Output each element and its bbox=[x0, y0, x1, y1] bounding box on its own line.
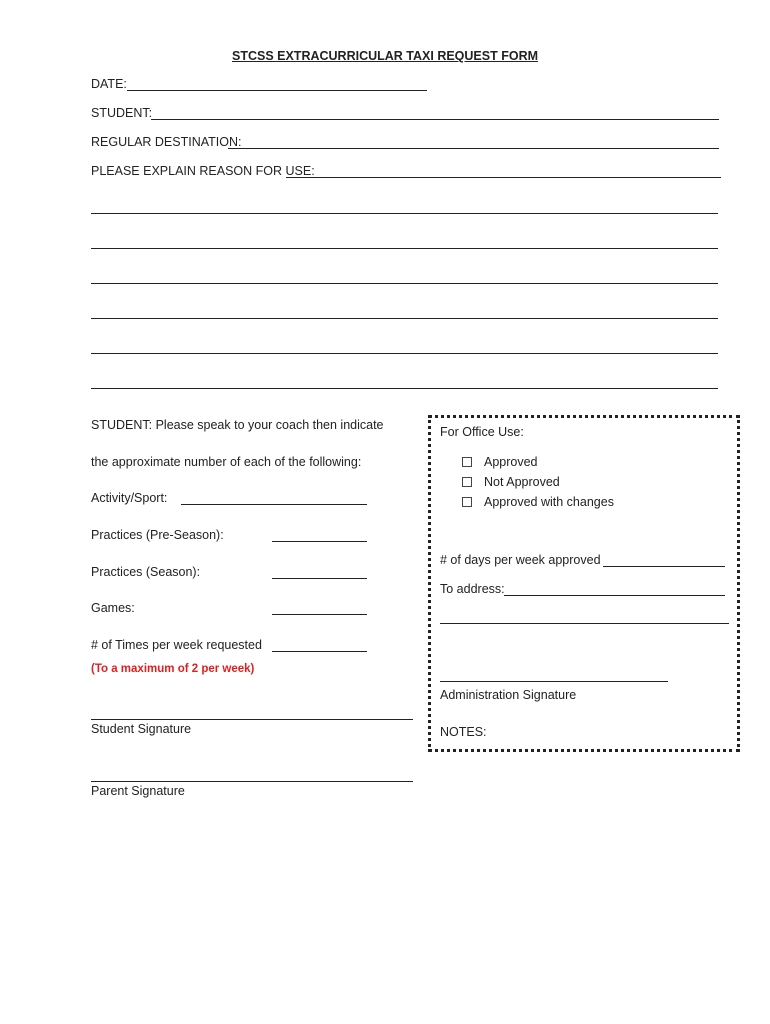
to-address-label: To address: bbox=[440, 582, 505, 596]
times-per-week-label: # of Times per week requested bbox=[91, 638, 262, 652]
date-label: DATE: bbox=[91, 77, 127, 91]
not-approved-label: Not Approved bbox=[484, 475, 560, 489]
office-use-heading: For Office Use: bbox=[440, 425, 524, 439]
times-per-week-field[interactable] bbox=[272, 651, 367, 652]
practices-season-field[interactable] bbox=[272, 578, 367, 579]
not-approved-option[interactable] bbox=[462, 475, 560, 489]
to-address-field[interactable] bbox=[504, 595, 725, 596]
practices-season-label: Practices (Season): bbox=[91, 565, 201, 579]
date-field[interactable] bbox=[127, 90, 427, 91]
checkbox-icon[interactable] bbox=[462, 477, 472, 487]
student-label: STUDENT: bbox=[91, 106, 153, 120]
reason-line[interactable] bbox=[91, 248, 718, 249]
reason-line[interactable] bbox=[91, 388, 718, 389]
to-address-field-line-2[interactable] bbox=[440, 623, 729, 624]
student-field[interactable] bbox=[151, 119, 719, 120]
parent-signature-line[interactable] bbox=[91, 781, 413, 782]
days-approved-label: # of days per week approved bbox=[440, 553, 601, 567]
reason-line[interactable] bbox=[91, 318, 718, 319]
student-signature-label: Student Signature bbox=[91, 722, 192, 736]
reason-line[interactable] bbox=[91, 283, 718, 284]
form-title: STCSS EXTRACURRICULAR TAXI REQUEST FORM bbox=[231, 49, 539, 63]
office-use-box bbox=[428, 415, 740, 752]
checkbox-icon[interactable] bbox=[462, 497, 472, 507]
approved-label: Approved bbox=[484, 455, 538, 469]
reason-label: PLEASE EXPLAIN REASON FOR USE: bbox=[91, 164, 315, 178]
regular-destination-label: REGULAR DESTINATION: bbox=[91, 135, 242, 149]
approved-with-changes-option[interactable] bbox=[462, 495, 614, 509]
admin-signature-label: Administration Signature bbox=[440, 688, 577, 702]
days-approved-field[interactable] bbox=[603, 566, 725, 567]
parent-signature-label: Parent Signature bbox=[91, 784, 185, 798]
reason-line[interactable] bbox=[91, 213, 718, 214]
checkbox-icon[interactable] bbox=[462, 457, 472, 467]
activity-sport-field[interactable] bbox=[181, 504, 367, 505]
approved-option[interactable] bbox=[462, 455, 538, 469]
activity-sport-label: Activity/Sport: bbox=[91, 491, 168, 505]
practices-preseason-label: Practices (Pre-Season): bbox=[91, 528, 224, 542]
approved-with-changes-label: Approved with changes bbox=[484, 495, 614, 509]
games-label: Games: bbox=[91, 601, 135, 615]
admin-signature-line[interactable] bbox=[440, 681, 668, 682]
games-field[interactable] bbox=[272, 614, 367, 615]
reason-line[interactable] bbox=[91, 353, 718, 354]
student-instruction-line-2: the approximate number of each of the following: bbox=[91, 455, 362, 469]
maximum-note: (To a maximum of 2 per week) bbox=[91, 663, 255, 675]
regular-destination-field[interactable] bbox=[228, 148, 719, 149]
notes-label: NOTES: bbox=[440, 725, 487, 739]
reason-field[interactable] bbox=[286, 177, 721, 178]
student-signature-line[interactable] bbox=[91, 719, 413, 720]
student-instruction-line-1: STUDENT: Please speak to your coach then indicate bbox=[91, 418, 384, 432]
practices-preseason-field[interactable] bbox=[272, 541, 367, 542]
